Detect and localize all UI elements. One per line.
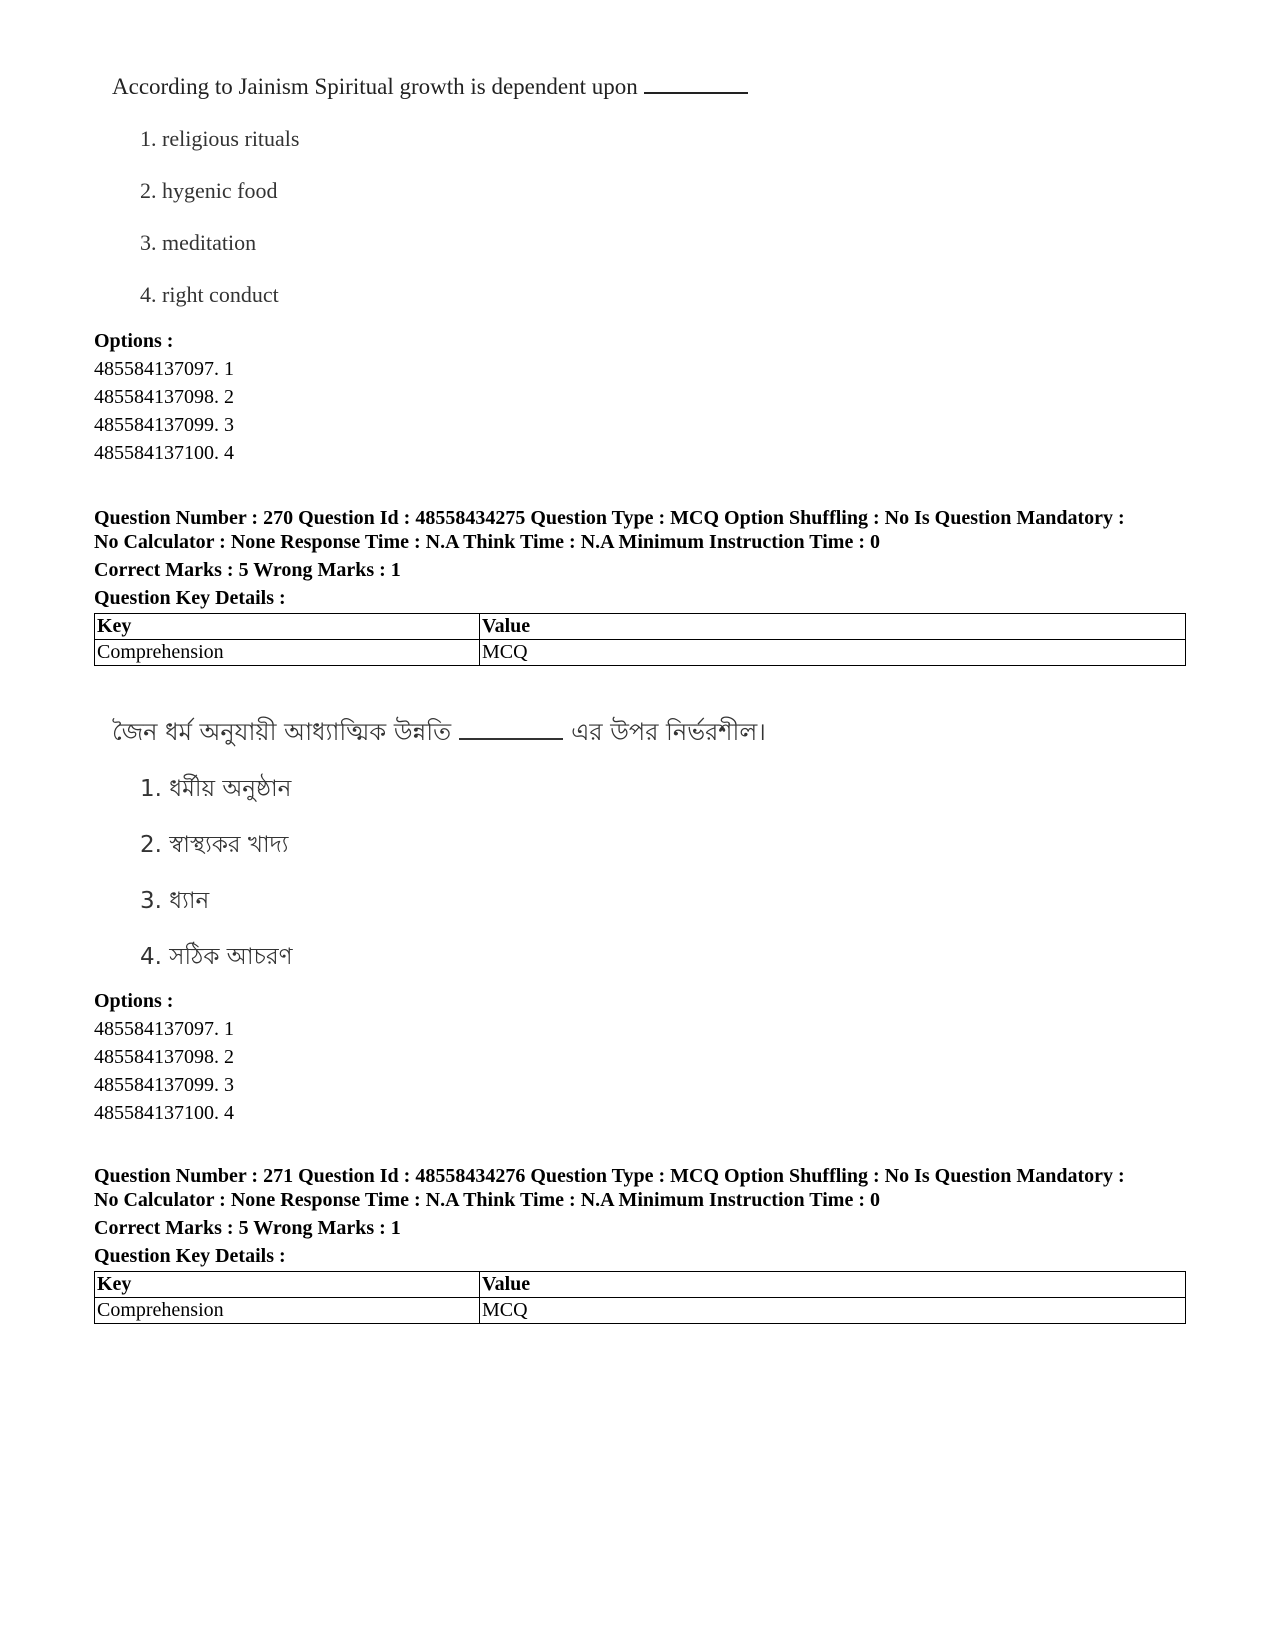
option-line: 485584137098. 2: [94, 386, 234, 408]
meta-line-1: Question Number : 270 Question Id : 48558434275 Question Type : MCQ Option Shuffling : No Is Question Mandatory :: [94, 507, 1125, 529]
table-cell-key: Comprehension: [95, 640, 480, 666]
marks-line: Correct Marks : 5 Wrong Marks : 1: [94, 1217, 401, 1239]
table-cell-key: Comprehension: [95, 1298, 480, 1324]
options-label: Options :: [94, 330, 174, 352]
table-header-row: [95, 614, 1186, 640]
choice-3: 3. meditation: [140, 230, 257, 255]
key-details-table: [94, 613, 1186, 666]
table-header-value: Value: [480, 1272, 1186, 1298]
meta-line-2: No Calculator : None Response Time : N.A Think Time : N.A Minimum Instruction Time : 0: [94, 531, 880, 553]
option-line: 485584137099. 3: [94, 414, 234, 436]
option-line: 485584137100. 4: [94, 442, 234, 464]
question-text-part1: জৈন ধর্ম অনুযায়ী আধ্যাত্মিক উন্নতি: [112, 718, 452, 746]
choice-2-bn: 2. স্বাস্থ্যকর খাদ্য: [140, 832, 289, 858]
table-cell-value: MCQ: [480, 1298, 1186, 1324]
meta-line-1: Question Number : 271 Question Id : 48558434276 Question Type : MCQ Option Shuffling : No Is Question Mandatory :: [94, 1165, 1125, 1187]
meta-line-2: No Calculator : None Response Time : N.A Think Time : N.A Minimum Instruction Time : 0: [94, 1189, 880, 1211]
question-meta: [94, 506, 1204, 554]
choice-1-bn: 1. ধর্মীয় অনুষ্ঠান: [140, 776, 292, 802]
choice-2: 2. hygenic food: [140, 178, 278, 203]
table-header-key: Key: [95, 1272, 480, 1298]
option-line: 485584137100. 4: [94, 1102, 234, 1124]
choice-4-bn: 4. সঠিক আচরণ: [140, 944, 293, 970]
key-details-table: [94, 1271, 1186, 1324]
choice-4: 4. right conduct: [140, 282, 279, 307]
question-text-en: [112, 74, 748, 100]
option-line: 485584137099. 3: [94, 1074, 234, 1096]
table-header-value: Value: [480, 614, 1186, 640]
answer-blank: [459, 720, 563, 740]
answer-blank: [644, 74, 748, 94]
table-cell-value: MCQ: [480, 640, 1186, 666]
marks-line: Correct Marks : 5 Wrong Marks : 1: [94, 559, 401, 581]
key-details-label: Question Key Details :: [94, 1245, 286, 1267]
options-label: Options :: [94, 990, 174, 1012]
table-header-row: [95, 1272, 1186, 1298]
question-text: According to Jainism Spiritual growth is dependent upon: [112, 74, 638, 99]
table-row: [95, 640, 1186, 666]
table-row: [95, 1298, 1186, 1324]
option-line: 485584137098. 2: [94, 1046, 234, 1068]
table-header-key: Key: [95, 614, 480, 640]
choice-1: 1. religious rituals: [140, 126, 300, 151]
key-details-label: Question Key Details :: [94, 587, 286, 609]
question-text-bn: [112, 714, 766, 754]
question-meta: [94, 1164, 1204, 1212]
option-line: 485584137097. 1: [94, 358, 234, 380]
question-text-part2: এর উপর নির্ভরশীল।: [571, 718, 766, 746]
choice-3-bn: 3. ধ্যান: [140, 888, 210, 914]
option-line: 485584137097. 1: [94, 1018, 234, 1040]
